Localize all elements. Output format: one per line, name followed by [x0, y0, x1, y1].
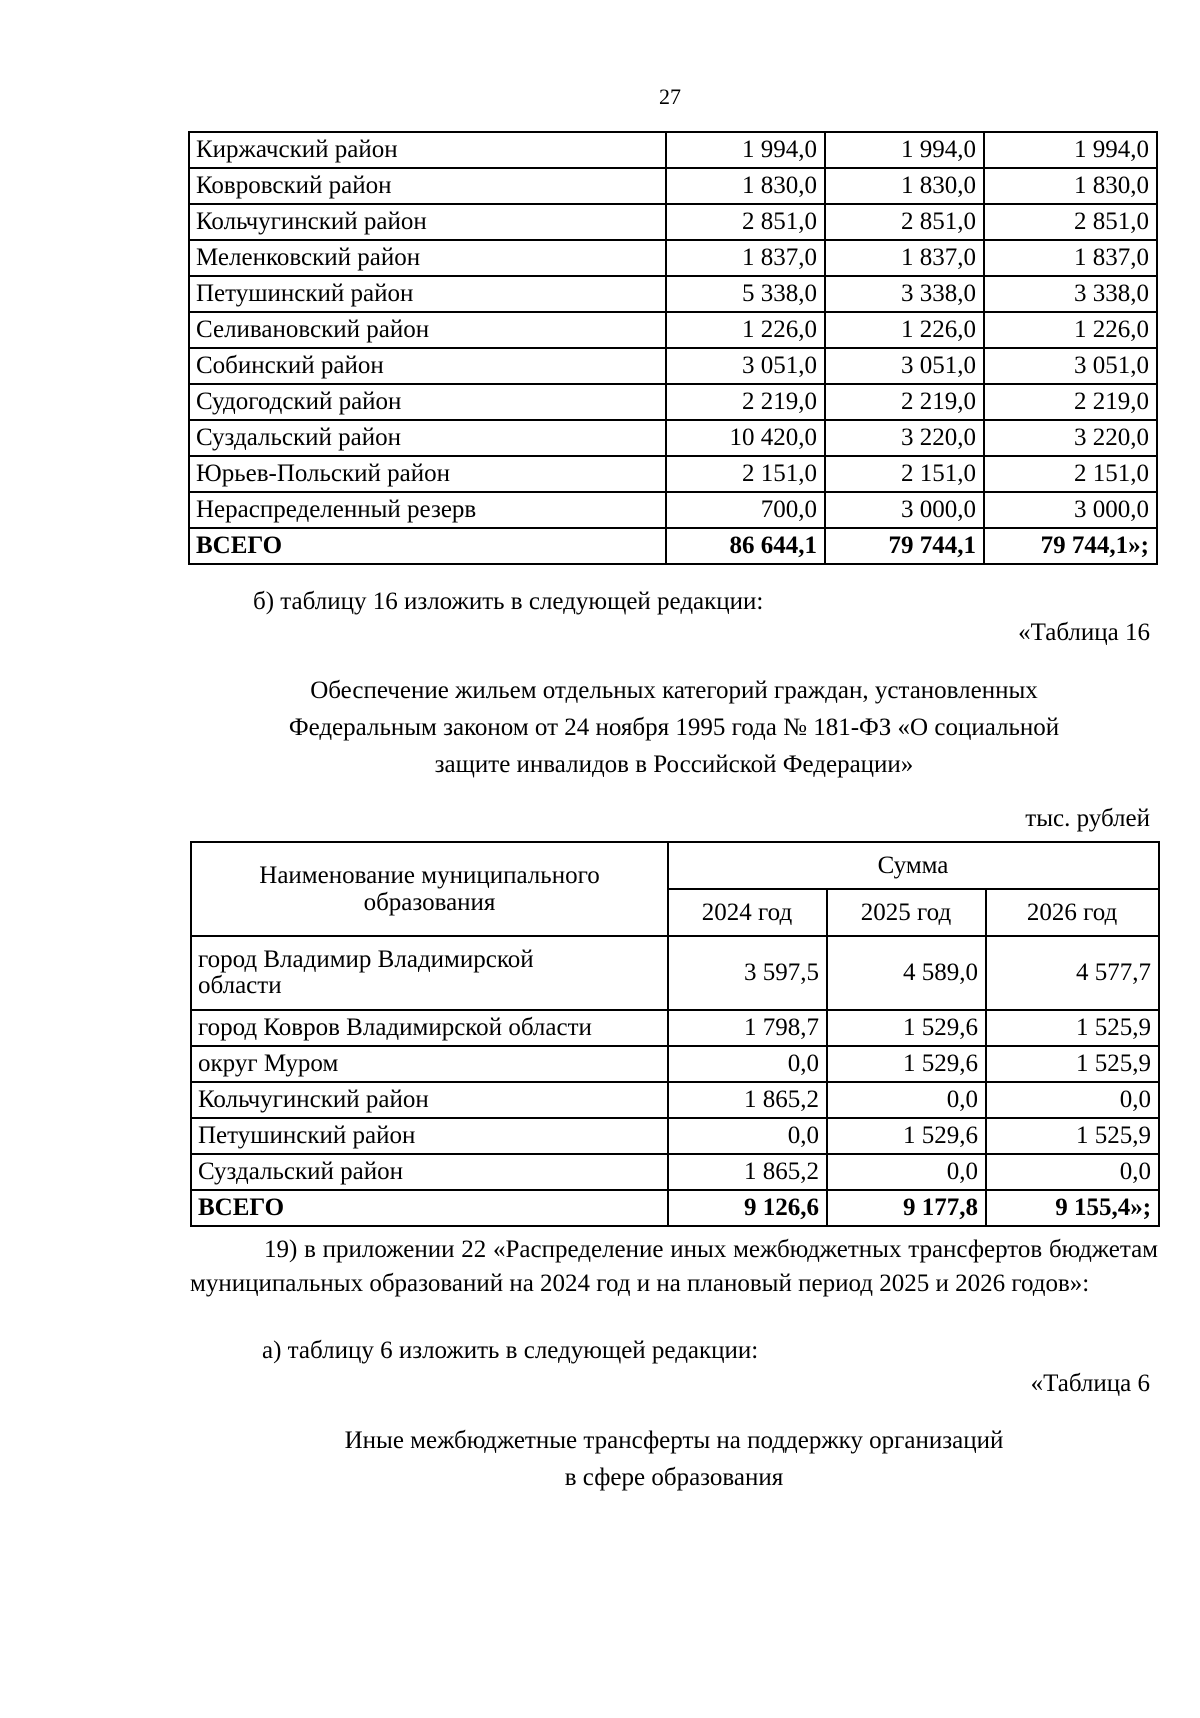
value-2025: 2 151,0 — [825, 456, 984, 492]
table-6-label: «Таблица 6 — [1030, 1370, 1150, 1397]
value-2026: 1 525,9 — [986, 1010, 1159, 1046]
paragraph-19: 19) в приложении 22 «Распределение иных межбюджетных трансфертов бюджетам муниципальных образований на 2024 год и на плановый период 2025 и 2026 годов»: — [190, 1236, 1158, 1297]
table-row — [189, 276, 1157, 312]
value-2024: 1 865,2 — [668, 1154, 827, 1190]
column-header-2026: 2026 год — [986, 889, 1159, 936]
value-2025: 1 837,0 — [825, 240, 984, 276]
housing-allocation-table — [190, 841, 1160, 1227]
value-2025: 1 529,6 — [827, 1010, 986, 1046]
total-label: ВСЕГО — [189, 528, 666, 564]
value-2026: 3 000,0 — [984, 492, 1157, 528]
municipality-name: Селивановский район — [189, 312, 666, 348]
value-2026: 1 525,9 — [986, 1118, 1159, 1154]
total-row — [189, 528, 1157, 564]
table-header-row — [191, 842, 1159, 889]
title-line: защите инвалидов в Российской Федерации» — [434, 751, 914, 778]
title-line: Иные межбюджетные трансферты на поддержку организаций — [344, 1427, 1004, 1454]
table-row — [189, 132, 1157, 168]
value-2024: 1 865,2 — [668, 1082, 827, 1118]
municipality-name: Петушинский район — [191, 1118, 668, 1154]
value-2025: 3 338,0 — [825, 276, 984, 312]
table-6-title — [190, 1422, 1158, 1496]
table-row — [189, 384, 1157, 420]
table-row — [189, 420, 1157, 456]
title-line: Федеральным законом от 24 ноября 1995 года № 181-ФЗ «О социальной — [288, 714, 1060, 741]
municipality-name: Суздальский район — [191, 1154, 668, 1190]
table-row — [191, 1046, 1159, 1082]
value-2025: 1 529,6 — [827, 1118, 986, 1154]
table-row — [191, 936, 1159, 1010]
value-2024: 1 994,0 — [666, 132, 825, 168]
table-row — [191, 1082, 1159, 1118]
paragraph-a: а) таблицу 6 изложить в следующей редакции: — [262, 1337, 759, 1364]
value-2025: 0,0 — [827, 1154, 986, 1190]
value-2026: 0,0 — [986, 1154, 1159, 1190]
title-line: в сфере образования — [564, 1464, 784, 1491]
municipality-name: Судогодский район — [189, 384, 666, 420]
value-2025: 0,0 — [827, 1082, 986, 1118]
value-2024: 700,0 — [666, 492, 825, 528]
table-row — [189, 168, 1157, 204]
value-2025: 4 589,0 — [827, 936, 986, 1010]
value-2026: 2 151,0 — [984, 456, 1157, 492]
municipality-name: город Владимир Владимирской области — [191, 936, 668, 1010]
table-row — [189, 204, 1157, 240]
total-2025: 9 177,8 — [827, 1190, 986, 1226]
value-2025: 1 529,6 — [827, 1046, 986, 1082]
table-row — [189, 456, 1157, 492]
title-line: Обеспечение жильем отдельных категорий граждан, установленных — [310, 677, 1038, 704]
municipality-name: Петушинский район — [189, 276, 666, 312]
total-2026: 79 744,1»; — [984, 528, 1157, 564]
column-header-2024: 2024 год — [668, 889, 827, 936]
value-2025: 3 220,0 — [825, 420, 984, 456]
value-2026: 3 338,0 — [984, 276, 1157, 312]
value-2024: 2 851,0 — [666, 204, 825, 240]
value-2025: 1 830,0 — [825, 168, 984, 204]
table-row — [189, 240, 1157, 276]
table-row — [189, 348, 1157, 384]
value-2024: 0,0 — [668, 1046, 827, 1082]
municipality-name: Нераспределенный резерв — [189, 492, 666, 528]
value-2025: 1 994,0 — [825, 132, 984, 168]
total-2026: 9 155,4»; — [986, 1190, 1159, 1226]
page-number: 27 — [659, 84, 681, 109]
value-2025: 1 226,0 — [825, 312, 984, 348]
total-row — [191, 1190, 1159, 1226]
municipality-name: Кольчугинский район — [191, 1082, 668, 1118]
total-2024: 86 644,1 — [666, 528, 825, 564]
total-2024: 9 126,6 — [668, 1190, 827, 1226]
units-label: тыс. рублей — [1025, 805, 1150, 832]
value-2024: 1 830,0 — [666, 168, 825, 204]
value-2026: 3 051,0 — [984, 348, 1157, 384]
value-2026: 4 577,7 — [986, 936, 1159, 1010]
allocation-table-continued — [188, 131, 1158, 565]
value-2024: 5 338,0 — [666, 276, 825, 312]
table-16-title — [190, 672, 1158, 783]
table-row — [189, 312, 1157, 348]
value-2026: 0,0 — [986, 1082, 1159, 1118]
column-header-2025: 2025 год — [827, 889, 986, 936]
table-16-label: «Таблица 16 — [1018, 619, 1150, 646]
value-2024: 2 219,0 — [666, 384, 825, 420]
total-label: ВСЕГО — [191, 1190, 668, 1226]
municipality-name: Юрьев-Польский район — [189, 456, 666, 492]
column-header-sum: Сумма — [668, 842, 1159, 889]
municipality-name: округ Муром — [191, 1046, 668, 1082]
value-2026: 1 830,0 — [984, 168, 1157, 204]
municipality-name: Кольчугинский район — [189, 204, 666, 240]
value-2024: 1 837,0 — [666, 240, 825, 276]
value-2026: 2 219,0 — [984, 384, 1157, 420]
municipality-name: Суздальский район — [189, 420, 666, 456]
value-2025: 2 851,0 — [825, 204, 984, 240]
municipality-name: Собинский район — [189, 348, 666, 384]
value-2024: 0,0 — [668, 1118, 827, 1154]
value-2024: 10 420,0 — [666, 420, 825, 456]
value-2026: 3 220,0 — [984, 420, 1157, 456]
value-2026: 1 837,0 — [984, 240, 1157, 276]
value-2026: 1 994,0 — [984, 132, 1157, 168]
value-2024: 1 226,0 — [666, 312, 825, 348]
value-2024: 3 597,5 — [668, 936, 827, 1010]
paragraph-b: б) таблицу 16 изложить в следующей редакции: — [253, 588, 764, 615]
municipality-name: Ковровский район — [189, 168, 666, 204]
municipality-name: Киржачский район — [189, 132, 666, 168]
table-row — [191, 1010, 1159, 1046]
municipality-name: Меленковский район — [189, 240, 666, 276]
value-2025: 3 000,0 — [825, 492, 984, 528]
value-2026: 1 226,0 — [984, 312, 1157, 348]
value-2026: 2 851,0 — [984, 204, 1157, 240]
value-2025: 2 219,0 — [825, 384, 984, 420]
municipality-name: город Ковров Владимирской области — [191, 1010, 668, 1046]
table-row — [191, 1154, 1159, 1190]
table-row — [189, 492, 1157, 528]
value-2026: 1 525,9 — [986, 1046, 1159, 1082]
value-2024: 1 798,7 — [668, 1010, 827, 1046]
table-row — [191, 1118, 1159, 1154]
total-2025: 79 744,1 — [825, 528, 984, 564]
value-2024: 2 151,0 — [666, 456, 825, 492]
value-2024: 3 051,0 — [666, 348, 825, 384]
value-2025: 3 051,0 — [825, 348, 984, 384]
column-header-name: Наименование муниципального образования — [191, 842, 668, 936]
